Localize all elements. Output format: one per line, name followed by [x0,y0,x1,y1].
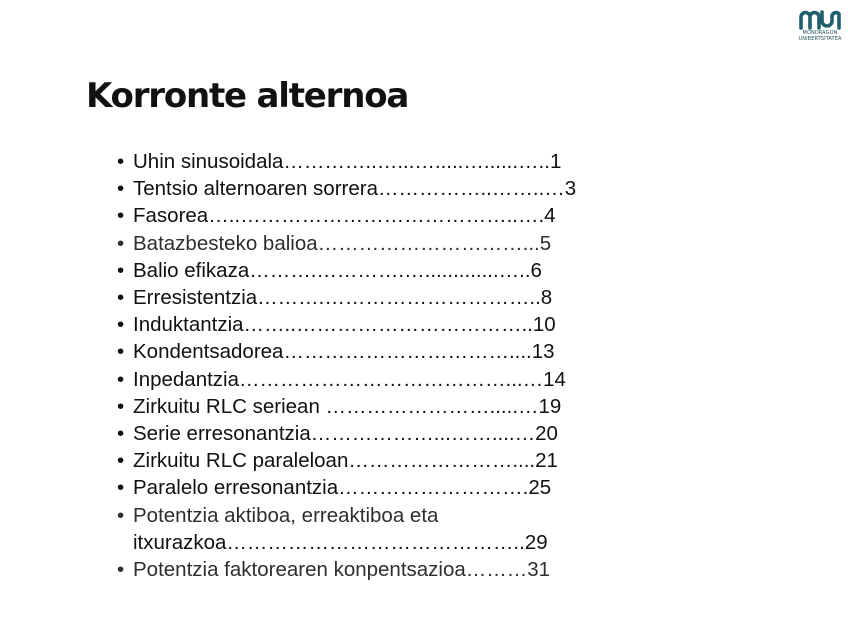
bullet: • [117,503,125,527]
bullet: • [117,286,125,310]
bullet: • [117,449,125,473]
bullet: • [117,258,125,282]
toc-item-induktantzia [117,311,637,338]
bullet: • [117,340,125,364]
toc-item-rlc-seriean [117,393,637,420]
toc-item-text: Uhin sinusoidala…………..…...….....…......…..1 [133,150,562,173]
toc-item-erresistentzia [117,284,637,311]
toc-item-text: Induktantzia……..……………………………..10 [133,313,556,337]
toc-item-balio-efikaza [117,257,637,284]
slide-title: Korronte alternoa [86,76,409,116]
toc-item-inpedantzia [117,366,637,393]
toc-item-paralelo-erresonantzia [117,474,637,501]
toc-item-kondentsadorea [117,338,637,365]
toc-item-text: Zirkuitu RLC seriean …………………….....…19 [133,394,562,418]
toc-item-text: Fasorea…..…………………………………..….4 [133,204,556,228]
toc-item-text: Potentzia faktorearen konpentsazioa………31 [133,558,551,582]
logo-text-line2: UNIBERTSITATEA [798,36,842,42]
bullet: • [117,177,125,201]
mu-logo-icon [798,8,842,30]
bullet: • [117,476,125,500]
toc-item-fasorea [117,202,637,229]
toc-item-potentzia-faktorea [117,556,637,583]
bullet: • [117,231,125,255]
toc-item-text: Erresistentzia……….…………………………..8 [133,286,553,310]
logo-text-line1: MONDRAGON [802,30,838,36]
mondragon-logo [798,8,842,42]
toc-item-rlc-paraleloan [117,447,637,474]
table-of-contents [117,148,637,583]
toc-item-text: Tentsio alternoaren sorrera……………..……..…3 [133,177,577,201]
toc-item-continuation: itxurazkoa……………………………………..29 [133,530,548,554]
toc-item-text: Inpedantzia…………………………………...…14 [133,367,566,391]
toc-item-text: Kondentsadorea……………………………....13 [133,340,555,364]
bullet: • [117,313,125,337]
toc-item-text: Balio efikaza……….………….….............…..6 [133,258,542,282]
toc-item-serie-erresonantzia [117,420,637,447]
bullet: • [117,558,125,582]
bullet: • [117,422,125,446]
bullet: • [117,394,125,418]
bullet: • [117,204,125,228]
toc-item-uhin-sinusoidala [117,148,637,175]
toc-item-text: Serie erresonantzia………………...……....…20 [133,422,558,446]
bullet: • [117,367,125,391]
toc-item-batazbesteko-balioa [117,230,637,257]
toc-item-text: Batazbesteko balioa…………………………...5 [133,231,552,255]
toc-item-tentsio-sorrera [117,175,637,202]
toc-item-text: Paralelo erresonantzia……………………….25 [133,476,552,500]
toc-item-potentzia-aktiboa [117,502,637,556]
bullet: • [117,150,125,173]
toc-item-text: Zirkuitu RLC paraleloan……………………....21 [133,449,558,473]
toc-item-text: Potentzia aktiboa, erreaktiboa eta [133,503,439,527]
